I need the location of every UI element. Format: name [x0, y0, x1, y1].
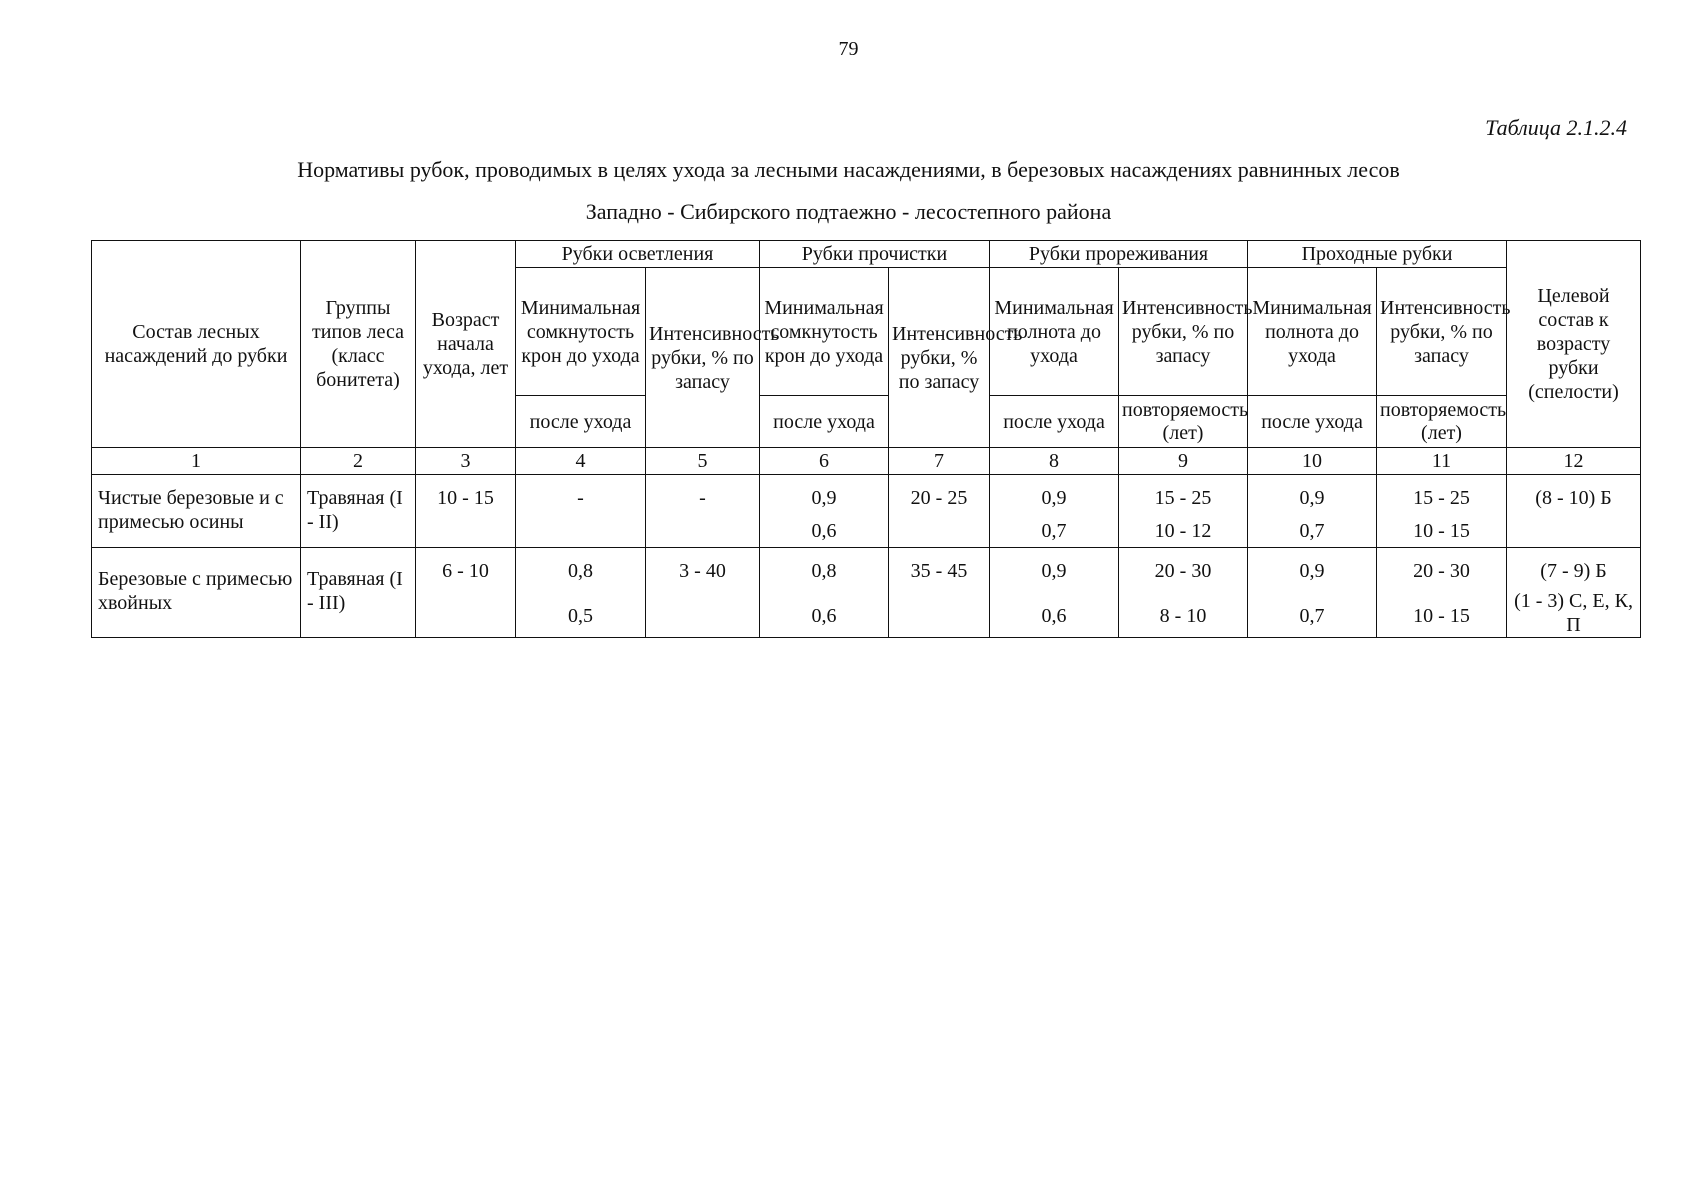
cell-clarification-closure-before: 0,8 — [568, 560, 593, 582]
header-group-clarification: Рубки осветления — [516, 241, 760, 268]
header-cleaning-min-closure: Минимальная сомкнутость крон до ухода — [760, 268, 889, 396]
column-number: 1 — [92, 448, 301, 475]
cell-target-composition: (8 - 10) Б — [1535, 487, 1612, 509]
table-row — [92, 548, 1641, 638]
table-title-line-2: Западно - Сибирского подтаежно - лесостепного района — [585, 199, 1112, 224]
page-number: 79 — [838, 38, 859, 60]
cell-clarification-closure-after — [516, 510, 645, 519]
column-number: 10 — [1248, 448, 1377, 475]
table-number: Таблица 2.1.2.4 — [1485, 115, 1627, 140]
header-thinning-min-density: Минимальная полнота до ухода — [990, 268, 1119, 396]
table-title-line-1: Нормативы рубок, проводимых в целях ухода за лесными насаждениями, в березовых насаждениях равнинных лесов — [297, 157, 1400, 182]
cell-clarification-intensity: 3 - 40 — [679, 560, 726, 582]
column-number: 6 — [760, 448, 889, 475]
cell-composition: Чистые березовые и с примесью осины — [92, 475, 301, 548]
header-thinning-repeatability: повторяемость (лет) — [1119, 396, 1248, 448]
header-passage-intensity: Интенсивность рубки, % по запасу — [1377, 268, 1507, 396]
cell-clarification-closure-before: - — [577, 487, 584, 509]
table-row — [92, 475, 1641, 548]
norms-table — [91, 240, 1641, 638]
column-number: 3 — [416, 448, 516, 475]
cell-thinning-repeatability: 8 - 10 — [1159, 605, 1207, 627]
column-number: 9 — [1119, 448, 1248, 475]
header-group-passage: Проходные рубки — [1248, 241, 1507, 268]
cell-thinning-density-before: 0,9 — [1041, 560, 1067, 582]
cell-thinning-density-after: 0,7 — [1041, 520, 1067, 542]
cell-start-age: 10 - 15 — [437, 487, 494, 509]
cell-passage-repeatability: 10 - 15 — [1413, 605, 1470, 627]
cell-clarification-intensity: - — [699, 487, 706, 509]
cell-cleaning-closure-after: 0,6 — [811, 605, 837, 627]
header-passage-min-density: Минимальная полнота до ухода — [1248, 268, 1377, 396]
cell-cleaning-intensity: 35 - 45 — [910, 560, 968, 582]
cell-target-composition: (7 - 9) Б — [1540, 560, 1607, 582]
cell-thinning-density-before: 0,9 — [1041, 487, 1067, 509]
column-number: 12 — [1507, 448, 1641, 475]
cell-forest-group: Травяная (I - III) — [301, 548, 416, 638]
cell-cleaning-intensity: 20 - 25 — [910, 487, 968, 509]
cell-thinning-intensity: 20 - 30 — [1154, 560, 1212, 582]
header-group-cleaning: Рубки прочистки — [760, 241, 990, 268]
cell-composition: Березовые с примесью хвойных — [92, 548, 301, 638]
cell-thinning-intensity: 15 - 25 — [1154, 487, 1212, 509]
cell-target-composition-extra: (1 - 3) С, Е, К, П — [1514, 590, 1633, 636]
cell-passage-intensity: 15 - 25 — [1413, 487, 1470, 509]
cell-passage-density-after: 0,7 — [1299, 605, 1325, 627]
cell-thinning-repeatability: 10 - 12 — [1154, 520, 1212, 542]
header-thinning-after-care: после ухода — [990, 396, 1119, 448]
column-number-row — [92, 448, 1641, 475]
column-number: 4 — [516, 448, 646, 475]
header-group-thinning: Рубки прореживания — [990, 241, 1248, 268]
header-clarification-intensity: Интенсивность рубки, % по запасу — [646, 268, 760, 448]
column-number: 8 — [990, 448, 1119, 475]
column-number: 2 — [301, 448, 416, 475]
column-number: 7 — [889, 448, 990, 475]
cell-passage-intensity: 20 - 30 — [1413, 560, 1470, 582]
header-passage-repeatability: повторяемость (лет) — [1377, 396, 1507, 448]
header-cleaning-intensity: Интенсивность рубки, % по запасу — [889, 268, 990, 448]
cell-cleaning-closure-after: 0,6 — [811, 520, 837, 542]
header-target-composition: Целевой состав к возрасту рубки (спелости) — [1507, 241, 1641, 448]
cell-forest-group: Травяная (I - II) — [301, 475, 416, 548]
cell-clarification-closure-after: 0,5 — [568, 605, 593, 627]
column-number: 5 — [646, 448, 760, 475]
cell-passage-density-after: 0,7 — [1299, 520, 1325, 542]
header-clarification-min-closure: Минимальная сомкнутость крон до ухода — [516, 268, 646, 396]
header-passage-after-care: после ухода — [1248, 396, 1377, 448]
cell-passage-repeatability: 10 - 15 — [1413, 520, 1470, 542]
cell-passage-density-before: 0,9 — [1299, 560, 1325, 582]
header-composition: Состав лесных насаждений до рубки — [92, 241, 301, 448]
cell-thinning-density-after: 0,6 — [1041, 605, 1067, 627]
cell-cleaning-closure-before: 0,8 — [811, 560, 837, 582]
cell-cleaning-closure-before: 0,9 — [811, 487, 837, 509]
header-clarification-after-care: после ухода — [516, 396, 646, 448]
column-number: 11 — [1377, 448, 1507, 475]
cell-start-age: 6 - 10 — [442, 560, 489, 582]
cell-passage-density-before: 0,9 — [1299, 487, 1325, 509]
header-thinning-intensity: Интенсивность рубки, % по запасу — [1119, 268, 1248, 396]
header-forest-groups: Группы типов леса (класс бонитета) — [301, 241, 416, 448]
header-cleaning-after-care: после ухода — [760, 396, 889, 448]
header-start-age: Возраст начала ухода, лет — [416, 241, 516, 448]
